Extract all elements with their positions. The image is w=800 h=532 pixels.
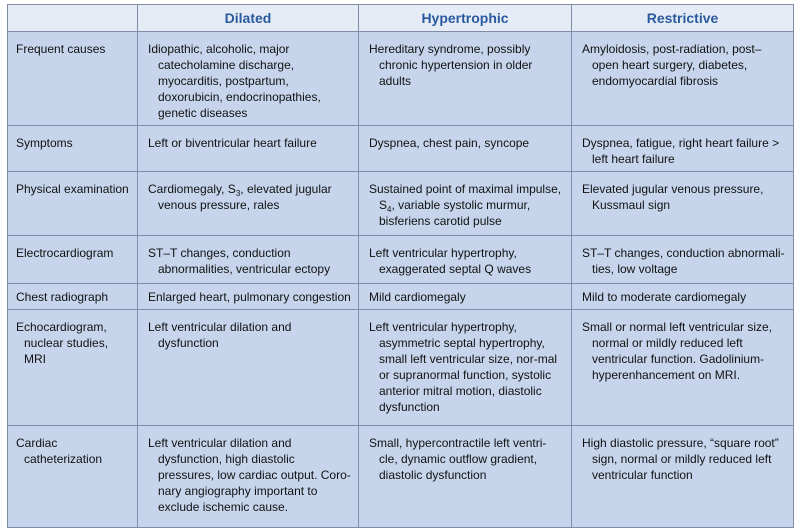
- row-frequent-causes: [8, 32, 794, 126]
- row-label: Physical examination: [8, 172, 138, 236]
- header-dilated: Dilated: [138, 5, 359, 32]
- row-label: Echocardiogram, nuclear studies, MRI: [8, 310, 138, 426]
- row-chest-radiograph: [8, 284, 794, 310]
- header-corner: [8, 5, 138, 32]
- row-label: Cardiac catheterization: [8, 426, 138, 528]
- row-label: Chest radiograph: [8, 284, 138, 310]
- row-label: Electrocardiogram: [8, 236, 138, 284]
- row-echocardiogram: [8, 310, 794, 426]
- cell-dilated: Idiopathic, alcoholic, major catecholamine discharge, myocarditis, postpartum, doxorubicin, endocrinopathies, genetic diseases: [138, 32, 359, 126]
- cell-dilated: Cardiomegaly, $S_3$, elevated jugular venous pressure, rales: [138, 172, 359, 236]
- header-restrictive: Restrictive: [572, 5, 794, 32]
- cell-dilated: Left or biventricular heart failure: [138, 126, 359, 172]
- cell-hypertrophic: Mild cardiomegaly: [359, 284, 572, 310]
- cardiomyopathy-comparison-table: [7, 4, 794, 528]
- cell-hypertrophic: Sustained point of maximal impulse, $S_4$, variable systolic murmur, bisferiens carotid pulse: [359, 172, 572, 236]
- cell-hypertrophic: Dyspnea, chest pain, syncope: [359, 126, 572, 172]
- cell-restrictive: Small or normal left ventricular size, normal or mildly reduced left ventricular function. Gadolinium-hyperenhancement on MRI.: [572, 310, 794, 426]
- cell-hypertrophic: Left ventricular hypertrophy, exaggerated septal Q waves: [359, 236, 572, 284]
- header-row: [8, 5, 794, 32]
- cell-dilated: Left ventricular dilation and dysfunction: [138, 310, 359, 426]
- cell-restrictive: High diastolic pressure, “square root” sign, normal or mildly reduced left ventricular function: [572, 426, 794, 528]
- cell-restrictive: ST–T changes, conduction abnormali-ties, low voltage: [572, 236, 794, 284]
- cell-restrictive: Elevated jugular venous pressure, Kussmaul sign: [572, 172, 794, 236]
- cell-dilated: Left ventricular dilation and dysfunction, high diastolic pressures, low cardiac output. Coro-nary angiography important to exclude ischemic cause.: [138, 426, 359, 528]
- row-cardiac-catheterization: [8, 426, 794, 528]
- row-symptoms: [8, 126, 794, 172]
- row-label: Symptoms: [8, 126, 138, 172]
- cell-restrictive: Amyloidosis, post-radiation, post–open heart surgery, diabetes, endomyocardial fibrosis: [572, 32, 794, 126]
- cell-restrictive: Dyspnea, fatigue, right heart failure > left heart failure: [572, 126, 794, 172]
- header-hypertrophic: Hypertrophic: [359, 5, 572, 32]
- cell-hypertrophic: Small, hypercontractile left ventri-cle, dynamic outflow gradient, diastolic dysfunction: [359, 426, 572, 528]
- row-label: Frequent causes: [8, 32, 138, 126]
- cell-hypertrophic: Hereditary syndrome, possibly chronic hypertension in older adults: [359, 32, 572, 126]
- cell-dilated: ST–T changes, conduction abnormalities, ventricular ectopy: [138, 236, 359, 284]
- cell-hypertrophic: Left ventricular hypertrophy, asymmetric septal hypertrophy, small left ventricular size, nor-mal or supranormal function, systolic anterior mitral motion, diastolic dysfunction: [359, 310, 572, 426]
- cell-restrictive: Mild to moderate cardiomegaly: [572, 284, 794, 310]
- cell-dilated: Enlarged heart, pulmonary congestion: [138, 284, 359, 310]
- row-electrocardiogram: [8, 236, 794, 284]
- row-physical-examination: [8, 172, 794, 236]
